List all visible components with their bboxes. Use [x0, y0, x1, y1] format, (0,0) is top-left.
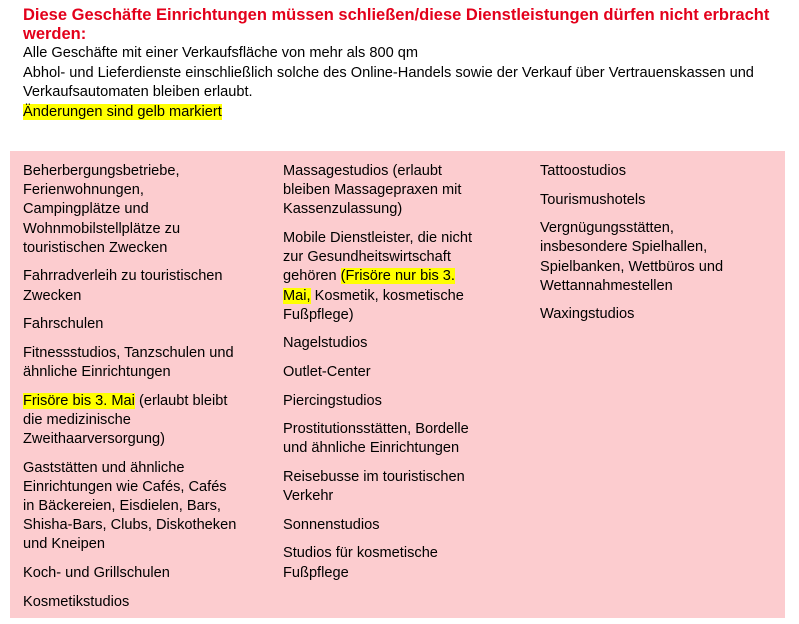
list-column-3 — [540, 162, 765, 334]
list-item-text: (erlaubt bleibt die medizinische Zweithaarversorgung) — [23, 392, 228, 447]
list-item-text: Tourismushotels — [540, 191, 646, 208]
list-item — [23, 267, 241, 305]
list-item — [283, 468, 483, 506]
list-item — [283, 229, 483, 325]
list-item — [283, 162, 483, 220]
list-item-text: Koch- und Grillschulen — [23, 565, 170, 581]
list-item — [540, 219, 765, 296]
list-item — [540, 162, 765, 181]
list-item-text: Gaststätten und ähnliche Einrichtungen wie Cafés, Cafés in Bäckereien, Eisdielen, Bars, Shisha-Bars, Clubs, Diskotheken und Kneipen — [23, 459, 237, 553]
list-item — [23, 344, 241, 382]
list-item — [23, 392, 241, 450]
list-item-text: Outlet-Center — [283, 364, 371, 380]
list-item-text: Kosmetikstudios — [23, 593, 130, 610]
list-item-text: Studios für kosmetische Fußpflege — [283, 545, 438, 581]
closures-panel — [10, 151, 785, 618]
document-header — [23, 6, 783, 122]
list-item-text: Vergnügungsstätten, insbesondere Spielhallen, Spielbanken, Wettbüros und Wettannahmestellen — [540, 220, 724, 294]
list-item — [540, 191, 765, 210]
list-item — [283, 363, 483, 382]
list-item — [23, 162, 241, 258]
changes-note: Änderungen sind gelb markiert — [23, 103, 222, 120]
list-item-text: Kosmetik, kosmetische Fußpflege) — [283, 287, 464, 323]
list-item-text: Prostitutionsstätten, Bordelle und ähnliche Einrichtungen — [283, 421, 469, 457]
list-item-text: Fahrradverleih zu touristischen Zwecken — [23, 268, 223, 304]
list-item — [540, 305, 765, 324]
list-item-text: Mobile Dienstleister, die nicht zur Gesundheitswirtschaft gehören — [283, 230, 472, 285]
intro-line-shops: Alle Geschäfte mit einer Verkaufsfläche von mehr als 800 qm — [23, 45, 419, 61]
list-item-text: Reisebusse im touristischen Verkehr — [283, 468, 465, 505]
list-item — [23, 315, 241, 334]
list-item-text: Piercingstudios — [283, 392, 382, 409]
list-item-text: Sonnenstudios — [283, 516, 380, 533]
list-column-2 — [283, 162, 483, 592]
list-item — [23, 459, 241, 555]
highlighted-change: Frisöre bis 3. Mai — [23, 392, 135, 409]
list-item-text: Massagestudios (erlaubt bleiben Massagepraxen mit Kassenzulassung) — [283, 163, 462, 218]
list-item-text: Fitnessstudios, Tanzschulen und ähnliche Einrichtungen — [23, 344, 234, 380]
list-item — [23, 593, 241, 612]
list-column-1 — [23, 162, 241, 621]
highlighted-change: (Frisöre nur bis 3. Mai, — [283, 268, 455, 304]
list-item-text: Fahrschulen — [23, 316, 104, 333]
list-item — [283, 544, 483, 582]
list-item-text: Beherbergungsbetriebe, Ferienwohnungen, Campingplätze und Wohnmobilstellplätze zu touristischen Zwecken — [23, 163, 181, 256]
changes-note-line — [23, 103, 783, 123]
list-item — [283, 392, 483, 411]
list-item — [283, 420, 483, 458]
list-item-text: Waxingstudios — [540, 306, 635, 323]
list-item-text: Nagelstudios — [283, 335, 368, 352]
list-item-text: Tattoostudios — [540, 163, 626, 179]
document-title: Diese Geschäfte Einrichtungen müssen schließen/diese Dienstleistungen dürfen nicht erbracht werden: — [23, 6, 770, 43]
list-item — [283, 516, 483, 535]
list-item — [283, 334, 483, 353]
intro-line-delivery: Abhol- und Lieferdienste einschließlich solche des Online-Handels sowie der Verkauf über Vertrauenskassen und Verkaufsautomaten bleiben erlaubt. — [23, 64, 754, 100]
list-item — [23, 564, 241, 583]
